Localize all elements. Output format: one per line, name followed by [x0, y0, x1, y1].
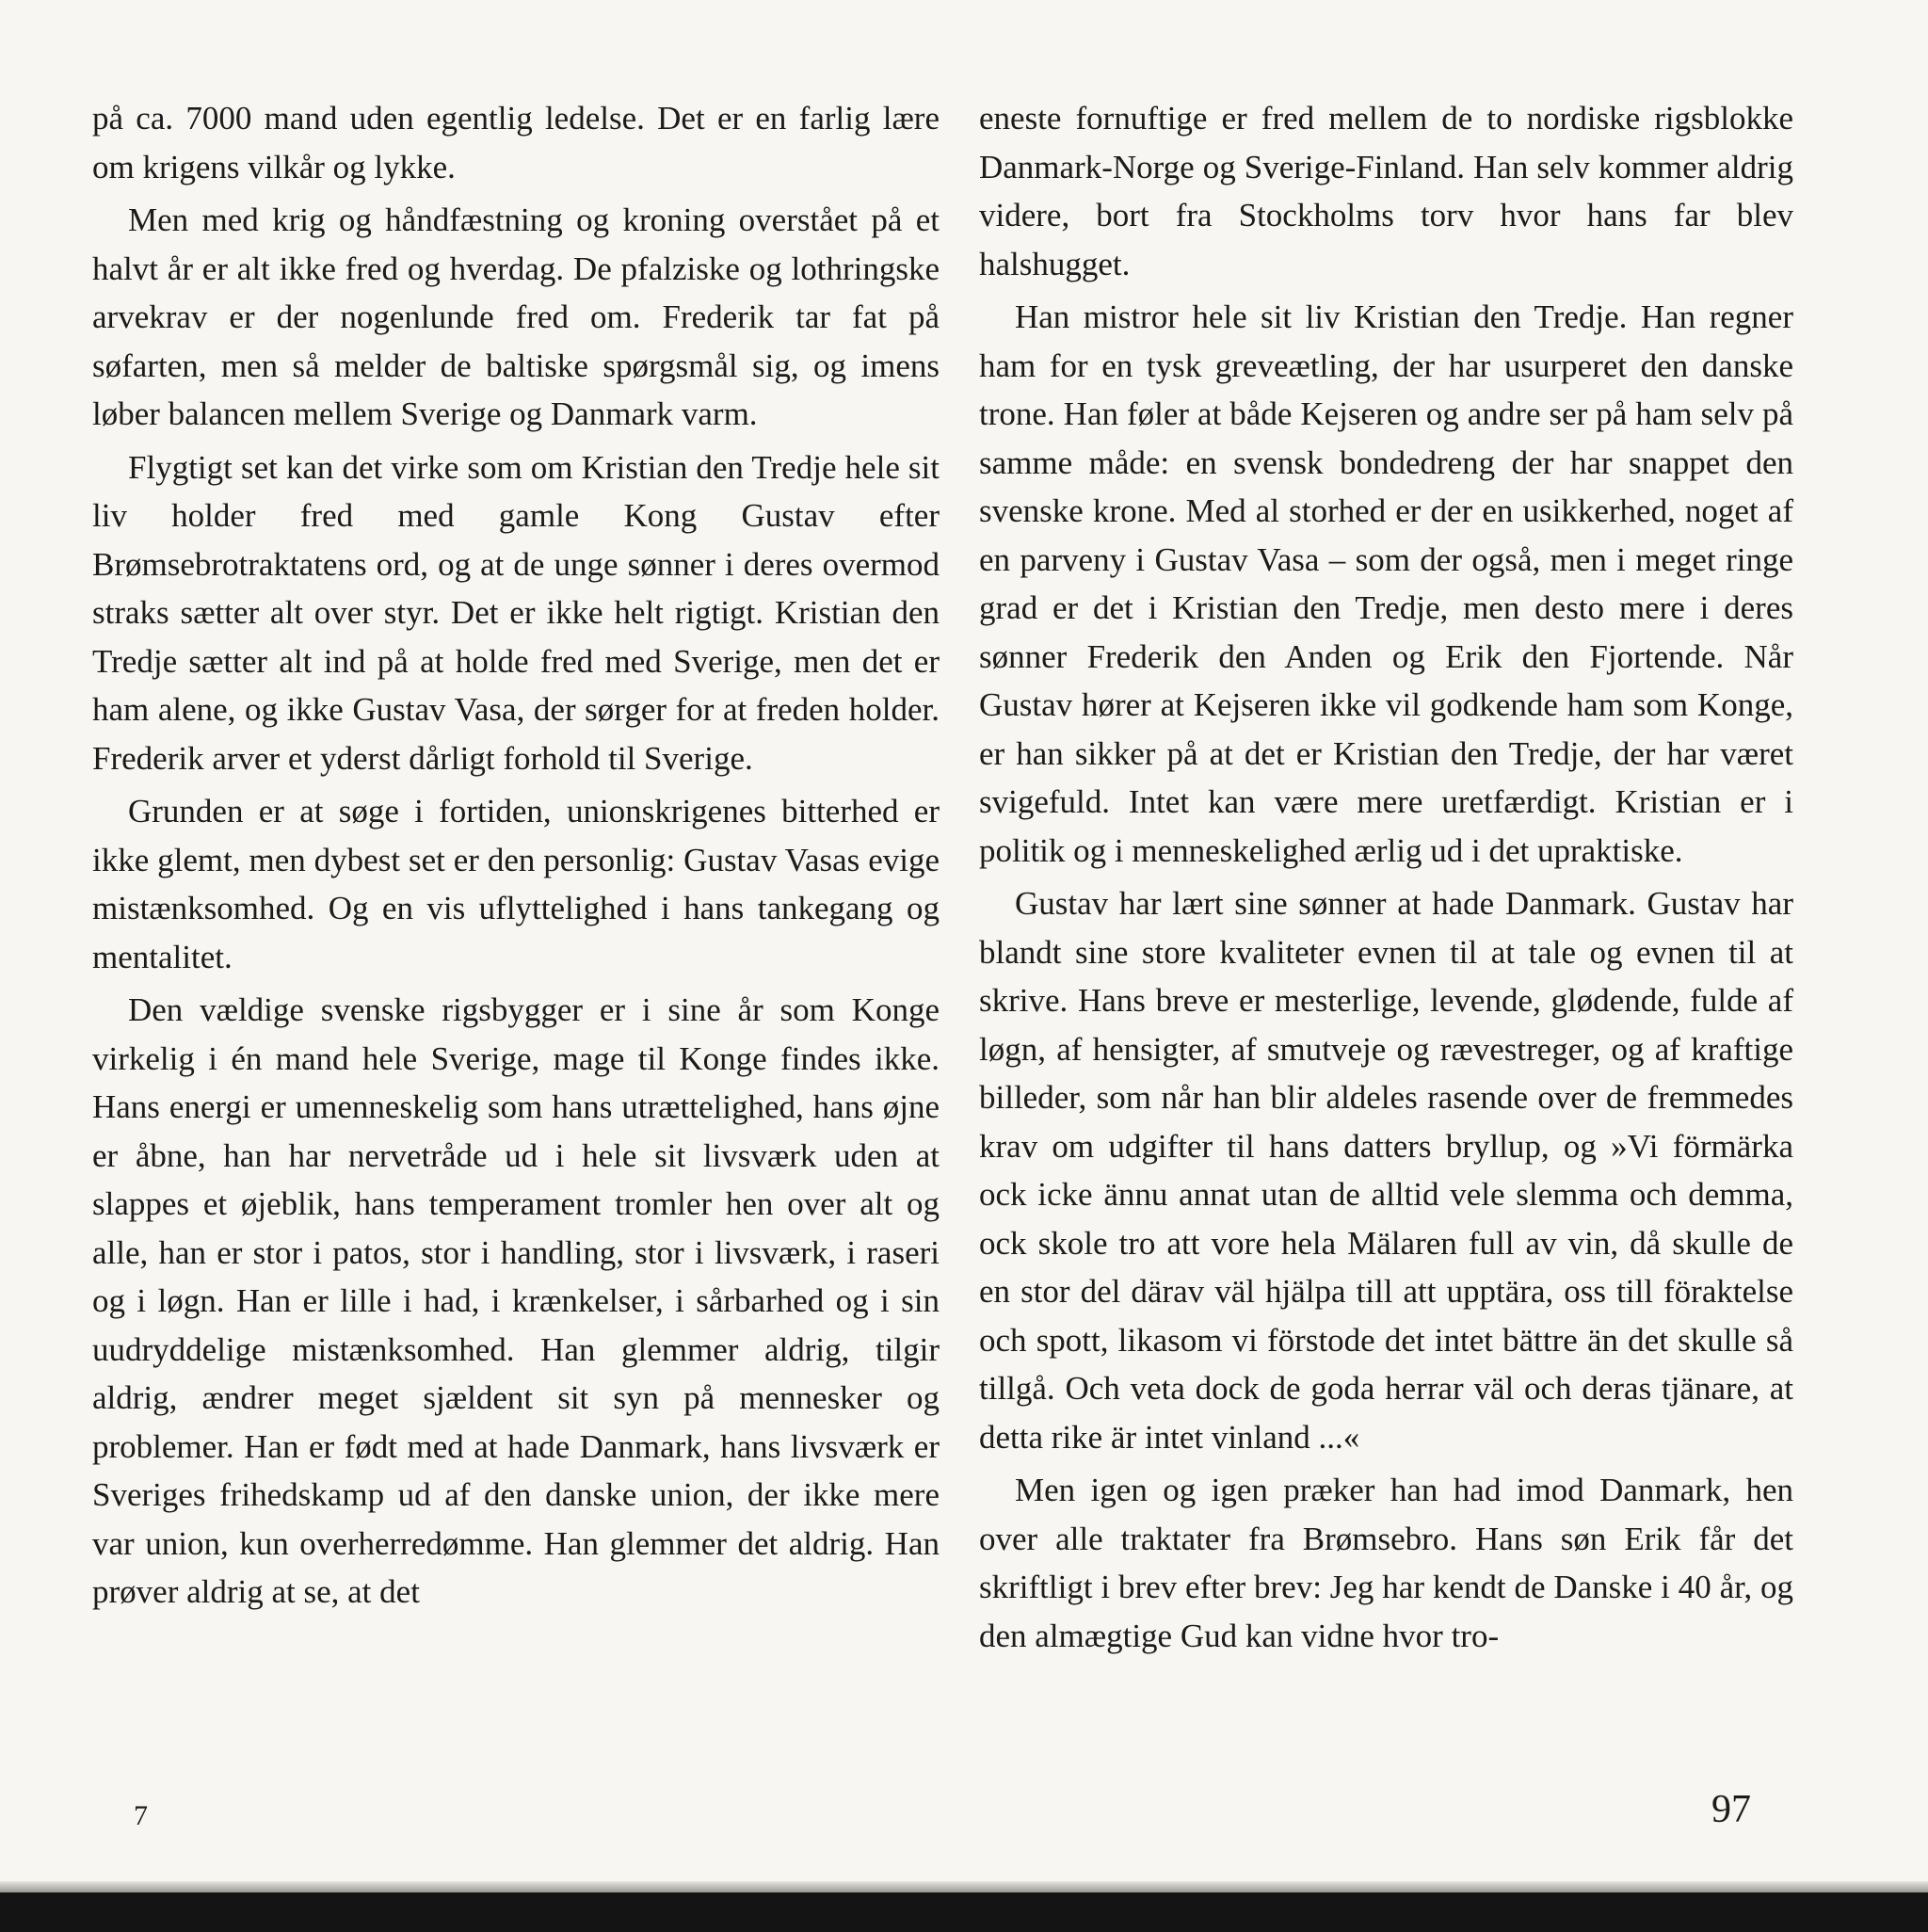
paragraph: Flygtigt set kan det virke som om Kristian den Tredje hele sit liv holder fred med gamle Kong Gustav efter Brømsebrotraktatens ord, og at de unge sønner i deres overmod straks sætter alt over styr. Det er ikke helt rigtigt. Kristian den Tredje sætter alt ind på at holde fred med Sverige, men det er ham alene, og ikke Gustav Vasa, der sørger for at freden holder. Frederik arver et yderst dårligt forhold til Sverige.: [92, 448, 940, 777]
scan-background-band: [0, 1892, 1928, 1932]
paragraph: Men med krig og håndfæstning og kroning overstået på et halvt år er alt ikke fred og hverdag. De pfalziske og lothringske arvekrav er der nogenlunde fred om. Frederik tar fat på søfarten, men så melder de baltiske spørgsmål sig, og imens løber balancen mellem Sverige og Danmark varm.: [92, 201, 940, 432]
paragraph: Grunden er at søge i fortiden, unionskrigenes bitterhed er ikke glemt, men dybest set er den personlig: Gustav Vasas evige mistænksomhed. Og en vis uflyttelighed i hans tankegang og mentalitet.: [92, 793, 940, 975]
left-column: [92, 94, 940, 1621]
paragraph: eneste fornuftige er fred mellem de to nordiske rigsblokke Danmark-Norge og Sverige-Finland. Han selv kommer aldrig videre, bort fra Stockholms torv hvor hans far blev halshugget.: [979, 100, 1793, 282]
paragraph: Han mistror hele sit liv Kristian den Tredje. Han regner ham for en tysk greveætling, der har usurperet den danske trone. Han føler at både Kejseren og andre ser på ham selv på samme måde: en svensk bondedreng der har snappet den svenske krone. Med al storhed er der en usikkerhed, noget af en parveny i Gustav Vasa – som der også, men i meget ringe grad er det i Kristian den Tredje, men desto mere i deres sønner Frederik den Anden og Erik den Fjortende. Når Gustav hører at Kejseren ikke vil godkende ham som Konge, er han sikker på at det er Kristian den Tredje, der har været svigefuld. Intet kan være mere uretfærdigt. Kristian er i politik og i menneskelighed ærlig ud i det upraktiske.: [979, 298, 1793, 869]
signature-mark: 7: [134, 1800, 148, 1831]
page-number: 97: [1711, 1788, 1751, 1831]
paragraph: Gustav har lært sine sønner at hade Danmark. Gustav har blandt sine store kvaliteter evnen til at tale og evnen til at skrive. Hans breve er mesterlige, levende, glødende, fulde af løgn, af hensigter, af smutveje og rævestreger, og af kraftige billeder, som når han blir aldeles rasende over de fremmedes krav om udgifter til hans datters bryllup, og »Vi förmärka ock icke ännu annat utan de alltid vele slemma och demma, ock skole tro att vore hela Mälaren full av vin, då skulle de en stor del därav väl hjälpa till att upptära, oss till föraktelse och spott, likasom vi förstode det intet bättre än det skulle så tillgå. Och veta dock de goda herrar väl och deras tjänare, at detta rike är intet vinland ...«: [979, 885, 1793, 1456]
right-column: [979, 94, 1793, 1665]
page-edge-shadow: [0, 1881, 1928, 1892]
paragraph: Den vældige svenske rigsbygger er i sine år som Konge virkelig i én mand hele Sverige, mage til Konge findes ikke. Hans energi er umenneskelig som hans utrættelighed, hans øjne er åbne, han har nervetråde ud i hele sit livsværk uden at slappes et øjeblik, hans temperament tromler hen over alt og alle, han er stor i patos, stor i handling, stor i livsværk, i raseri og i løgn. Han er lille i had, i krænkelser, i sårbarhed og i sin uudryddelige mistænksomhed. Han glemmer aldrig, tilgir aldrig, ændrer meget sjældent sit syn på mennesker og problemer. Han er født med at hade Danmark, hans livsværk er Sveriges frihedskamp ud af den danske union, der ikke mere var union, kun overherredømme. Han glemmer det aldrig. Han prøver aldrig at se, at det: [92, 991, 940, 1610]
paragraph: Men igen og igen præker han had imod Danmark, hen over alle traktater fra Brømsebro. Hans søn Erik får det skriftligt i brev efter brev: Jeg har kendt de Danske i 40 år, og den almægtige Gud kan vidne hvor tro-: [979, 1472, 1793, 1654]
paragraph: på ca. 7000 mand uden egentlig ledelse. Det er en farlig lære om krigens vilkår og lykke.: [92, 100, 940, 185]
